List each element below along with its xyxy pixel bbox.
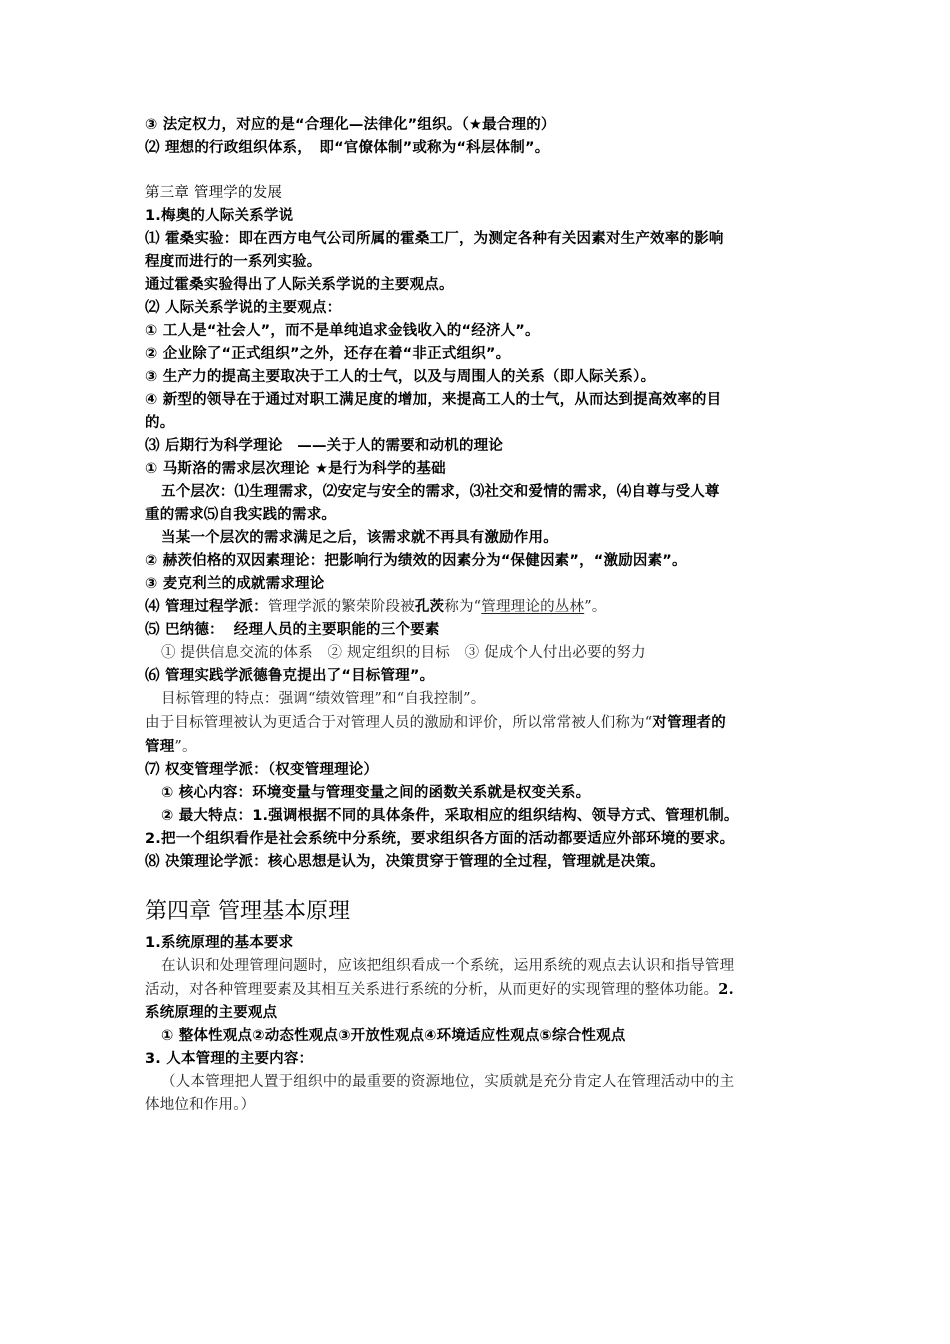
hawthorne-line-2: 程度而进行的一系列实验。 (145, 254, 322, 270)
management-process-label: ⑷ 管理过程学派： (145, 599, 268, 615)
management-process-line (145, 596, 825, 619)
view-2: ② 企业除了“正式组织”之外，还存在着“非正式组织”。 (145, 346, 511, 362)
mbo-text-2: ”。 (174, 739, 197, 755)
view-4-line-2: 的。 (145, 415, 175, 431)
behavioral-science-title: ⑶ 后期行为科学理论 ——关于人的需要和动机的理论 (145, 438, 504, 454)
contingency-core: ① 核心内容：环境变量与管理变量之间的函数关系就是权变关系。 (161, 785, 591, 801)
management-process-text-3: ”。 (584, 599, 607, 615)
maslow-heading: ① 马斯洛的需求层次理论 ★是行为科学的基础 (145, 461, 446, 477)
management-process-text-2: 称为“ (444, 599, 482, 615)
chapter-3-title: 第三章 管理学的发展 (145, 185, 283, 201)
barnard-text: 经理人员的主要职能的三个要素 (233, 622, 440, 638)
barnard-line (145, 619, 825, 642)
humanistic-line-2: 体地位和作用。） (145, 1097, 256, 1113)
ideal-bureaucracy-line: ⑵ 理想的行政组织体系， 即“官僚体制”或称为“科层体制”。 (145, 140, 550, 156)
barnard-label: ⑸ 巴纳德： (145, 622, 224, 638)
mbo-emphasis-1: 对管理者的 (652, 714, 726, 731)
humanistic-management-heading: 3. 人本管理的主要内容： (145, 1051, 314, 1067)
system-views-heading: 系统原理的主要观点 (145, 1005, 278, 1021)
system-principle-heading: 1.系统原理的基本要求 (145, 935, 294, 951)
system-principle-line-2 (145, 978, 825, 1002)
system-principle-line-1: 在认识和处理管理问题时，应该把组织看成一个系统，运用系统的观点去认识和指导管理 (161, 958, 735, 974)
mcclelland-line: ③ 麦克利兰的成就需求理论 (145, 576, 325, 592)
management-process-text-1: 管理学派的繁荣阶段被 (267, 599, 415, 615)
contingency-feature-2: 2.把一个组织看作是社会系统中分系统，要求组织各方面的活动都要适应外部环境的要求。 (145, 831, 735, 847)
chapter-4-title: 第四章 管理基本原理 (145, 899, 350, 924)
spacer (145, 160, 825, 182)
mayo-heading: 1.梅奥的人际关系学说 (145, 208, 294, 224)
hawthorne-line-1: ⑴ 霍桑实验：即在西方电气公司所属的霍桑工厂，为测定各种有关因素对生产效率的影响 (145, 231, 724, 247)
maslow-levels-line-1: 五个层次：⑴生理需求，⑵安定与安全的需求，⑶社交和爱情的需求，⑷自尊与受人尊 (161, 484, 720, 500)
maslow-levels-line-2: 重的需求⑸自我实践的需求。 (145, 507, 337, 523)
herzberg-line: ② 赫茨伯格的双因素理论：把影响行为绩效的因素分为“保健因素”，“激励因素”。 (145, 553, 687, 569)
barnard-three-elements: ① 提供信息交流的体系 ② 规定组织的目标 ③ 促成个人付出必要的努力 (161, 645, 646, 661)
humanistic-line-1: （人本管理把人置于组织中的最重要的资源地位，实质就是充分肯定人在管理活动中的主 (161, 1074, 735, 1090)
human-relations-views-title: ⑵ 人际关系学说的主要观点： (145, 300, 342, 316)
mbo-emphasis-2: 管理 (145, 738, 175, 755)
maslow-note: 当某一个层次的需求满足之后，该需求就不再具有激励作用。 (161, 530, 558, 546)
hawthorne-line-3: 通过霍桑实验得出了人际关系学说的主要观点。 (145, 277, 454, 293)
mbo-line-1 (145, 711, 825, 735)
document-page (145, 114, 825, 1117)
management-theory-jungle: 管理理论的丛林 (481, 599, 585, 615)
view-1: ① 工人是“社会人”，而不是单纯追求金钱收入的“经济人”。 (145, 323, 540, 339)
system-point-number: 2. (718, 981, 734, 998)
view-4-line-1: ④ 新型的领导在于通过对职工满足度的增加，来提高工人的士气，从而达到提高效率的目 (145, 392, 722, 408)
legal-authority-line: ③ 法定权力，对应的是“合理化—法律化”组织。（★最合理的） (145, 117, 556, 133)
mbo-features: 目标管理的特点：强调“绩效管理”和“自我控制”。 (161, 691, 486, 707)
decision-theory-line: ⑻ 决策理论学派：核心思想是认为，决策贯穿于管理的全过程，管理就是决策。 (145, 854, 665, 870)
system-principle-text: 活动，对各种管理要素及其相互关系进行系统的分析，从而更好的实现管理的整体功能。 (145, 982, 719, 998)
view-3: ③ 生产力的提高主要取决于工人的士气，以及与周围人的关系（即人际关系）。 (145, 369, 656, 385)
mbo-text-1: 由于目标管理被认为更适合于对管理人员的激励和评价，所以常常被人们称为“ (145, 715, 653, 731)
mbo-line-2 (145, 735, 825, 759)
system-views-list: ① 整体性观点②动态性观点③开放性观点④环境适应性观点⑤综合性观点 (161, 1028, 626, 1044)
contingency-feature: ② 最大特点：1.强调根据不同的具体条件，采取相应的组织结构、领导方式、管理机制。 (161, 808, 739, 824)
drucker-line: ⑹ 管理实践学派德鲁克提出了“目标管理”。 (145, 668, 435, 684)
contingency-title: ⑺ 权变管理学派：（权变管理理论） (145, 762, 379, 778)
koontz-name: 孔茨 (414, 599, 445, 615)
